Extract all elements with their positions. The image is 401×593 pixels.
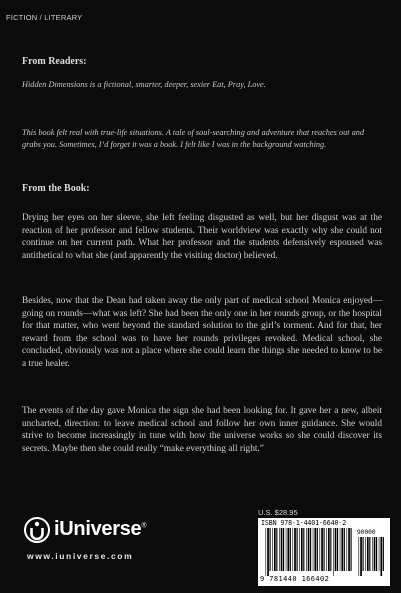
barcode-bar	[328, 528, 330, 571]
barcode-bar	[374, 537, 376, 571]
barcode-bar	[293, 528, 294, 571]
barcode-bar	[372, 537, 373, 571]
barcode-bar	[320, 528, 321, 571]
barcode-bar	[335, 528, 337, 571]
barcode-bar	[281, 528, 283, 571]
barcode-bar	[303, 528, 304, 571]
reader-quote-1: Hidden Dimensions is a fictional, smarter, deeper, sexier Eat, Pray, Love.	[22, 80, 266, 89]
barcode-bar	[383, 537, 384, 571]
ean-barcode-bars	[265, 528, 353, 576]
barcode-bar	[321, 528, 323, 571]
barcode-bar	[367, 537, 369, 571]
publisher-name: iUniverse®	[54, 518, 147, 540]
barcode-bar	[340, 528, 341, 571]
barcode-bar	[267, 528, 269, 576]
isbn-text: ISBN 978-1-4401-6640-2	[261, 519, 347, 527]
barcode-bar	[360, 537, 362, 576]
iuniverse-logo-icon	[24, 517, 50, 543]
book-excerpt-paragraph-1: Drying her eyes on her sleeve, she left feeling disgusted as well, but her disgust was at the reaction of her professor and fellow students. Their worldview was exactly why she could not continue on her current path. What her professor and the students defensively espoused was antithetical to what she (and apparently the visiting doctor) believed.	[22, 213, 382, 261]
barcode-bar	[299, 528, 300, 571]
barcode-bar	[313, 528, 314, 571]
barcode-bar	[270, 528, 271, 571]
publisher-url: www.iuniverse.com	[27, 551, 134, 561]
barcode-bar	[294, 528, 296, 571]
barcode-bar	[324, 528, 325, 571]
barcode-bar	[344, 528, 345, 571]
barcode-bar	[317, 528, 318, 571]
barcode-bar	[274, 528, 276, 571]
barcode-bar	[341, 528, 343, 571]
readers-heading: From Readers:	[22, 56, 87, 67]
reader-quote-2: This book felt real with true-life situations. A tale of soul-searching and adventure that reaches out and grabs you. Sometimes, I’d forget it was a book. I felt like I was in the background watching.	[22, 128, 365, 149]
barcode-bar	[308, 528, 310, 571]
barcode-bar	[348, 528, 350, 571]
genre-label: FICTION / LITERARY	[6, 13, 83, 22]
barcode-bar	[369, 537, 370, 571]
barcode-bar	[359, 537, 360, 576]
barcode	[258, 518, 390, 586]
barcode-bar	[326, 528, 327, 571]
publisher-logo	[24, 517, 184, 577]
book-excerpt-paragraph-2: Besides, now that the Dean had taken away the only part of medical school Monica enjoyed—going on rounds—what was left? She had been the only one in her rounds group, or the hospital for that matter, who went beyond the standard solution to the girl’s torment. And for that, her reward from the school was to have her rounds privileges revoked. Medical school, she concluded, obviously was not a place where she could learn the things she needed to know to be a true healer.	[22, 296, 382, 369]
barcode-bar	[333, 528, 334, 576]
ean-digits: 9 781440 166402	[260, 575, 330, 583]
barcode-bar	[276, 528, 277, 571]
book-excerpt-paragraph-3: The events of the day gave Monica the sign she had been looking for. It gave her a new, albeit uncharted, direction: to leave medical school and follow her own inner guidance. She would strive to become increasingly in tune with how the universe works so she could discover its secrets. Maybe then she could really “make everything all right.”	[22, 406, 382, 454]
barcode-bar	[351, 528, 352, 571]
barcode-bar	[266, 528, 267, 576]
book-heading: From the Book:	[22, 183, 90, 194]
barcode-bar	[337, 528, 338, 571]
barcode-bar	[363, 537, 364, 571]
price-code-text: 90000	[357, 529, 376, 536]
price-label: U.S. $28.95	[258, 508, 298, 517]
barcode-bar	[290, 528, 291, 571]
barcode-bar	[330, 528, 331, 571]
barcode-bar	[286, 528, 287, 571]
barcode-bar	[310, 528, 311, 571]
price-addon-barcode-bars	[358, 537, 386, 576]
barcode-bar	[365, 537, 366, 571]
barcode-bar	[380, 537, 382, 576]
barcode-bar	[297, 528, 298, 571]
barcode-bar	[279, 528, 280, 571]
barcode-bar	[376, 537, 377, 571]
barcode-bar	[347, 528, 348, 571]
barcode-bar	[314, 528, 316, 571]
barcode-bar	[306, 528, 307, 571]
barcode-bar	[272, 528, 273, 571]
barcode-bar	[301, 528, 303, 571]
barcode-bar	[283, 528, 284, 571]
barcode-bar	[379, 537, 380, 571]
barcode-bar	[287, 528, 289, 571]
